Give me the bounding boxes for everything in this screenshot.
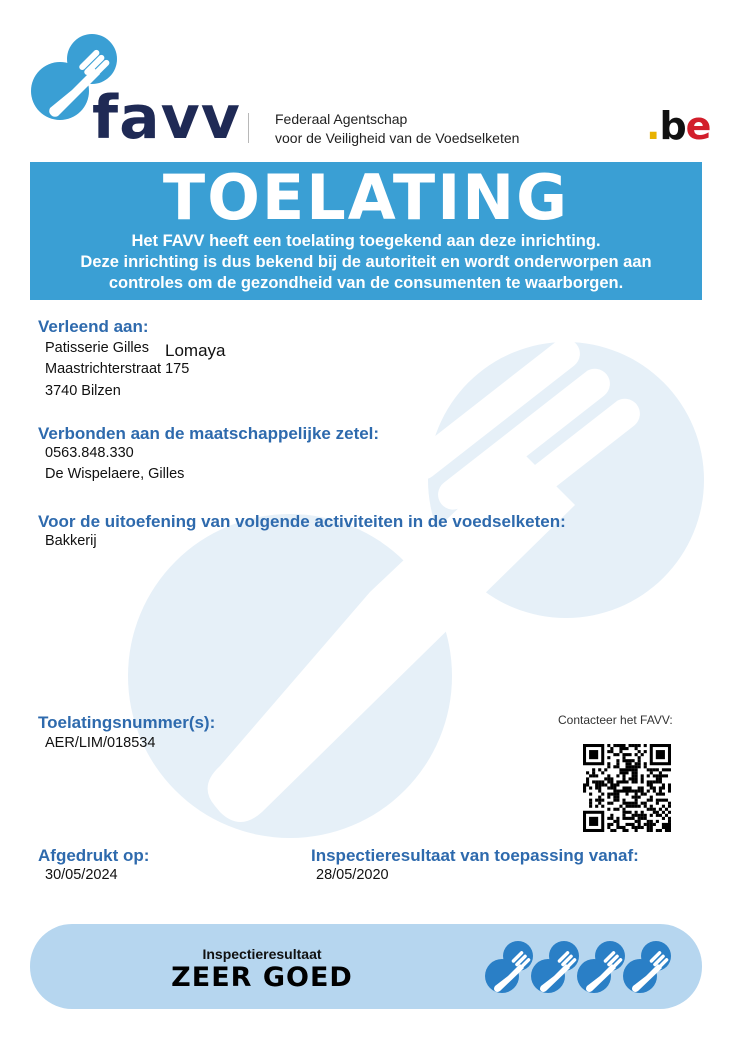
banner-line-2: Deze inrichting is dus bekend bij de autoriteit en wordt onderworpen aan	[80, 253, 652, 271]
authorization-number: AER/LIM/018534	[45, 735, 156, 751]
be-logo	[646, 104, 710, 148]
inspection-result-label: Inspectieresultaat	[202, 946, 322, 962]
qr-code[interactable]	[583, 744, 671, 832]
agency-line-2: voor de Veiligheid van de Voedselketen	[275, 130, 520, 146]
be-logo-b: b	[659, 104, 686, 148]
favv-logo-text: favv	[92, 83, 241, 153]
business-street: Maastrichterstraat 175	[45, 361, 190, 377]
header-divider	[248, 113, 249, 143]
rating-fork-icons	[484, 940, 680, 996]
contact-label: Contacteer het FAVV:	[558, 713, 673, 727]
company-number: 0563.848.330	[45, 445, 134, 461]
activity-value: Bakkerij	[45, 533, 97, 549]
document-title: TOELATING	[162, 161, 570, 234]
agency-line-1: Federaal Agentschap	[275, 111, 408, 127]
banner-line-3: controles om de gezondheid van de consumenten te waarborgen.	[108, 274, 624, 292]
be-logo-dot: .	[646, 104, 660, 148]
be-logo-e: e	[685, 104, 711, 148]
banner-description	[30, 231, 702, 294]
rating-fork-icon	[577, 941, 625, 993]
inspection-since-label: Inspectieresultaat van toepassing vanaf:	[311, 846, 639, 865]
handwritten-addition: Lomaya	[165, 341, 226, 360]
rating-fork-icon	[531, 941, 579, 993]
granted-to-label: Verleend aan:	[38, 317, 149, 336]
rating-fork-icon	[485, 941, 533, 993]
banner-line-1: Het FAVV heeft een toelating toegekend aan deze inrichting.	[131, 232, 601, 250]
inspection-since-date: 28/05/2020	[316, 867, 389, 883]
printed-on-date: 30/05/2024	[45, 867, 118, 883]
activities-label: Voor de uitoefening van volgende activiteiten in de voedselketen:	[38, 512, 566, 531]
inspection-result-value: ZEER GOED	[171, 962, 353, 993]
rating-fork-icon	[623, 941, 671, 993]
company-name: De Wispelaere, Gilles	[45, 466, 185, 482]
business-city: 3740 Bilzen	[45, 383, 121, 399]
agency-name	[275, 110, 519, 148]
authorization-number-label: Toelatingsnummer(s):	[38, 713, 216, 732]
business-name: Patisserie Gilles	[45, 340, 149, 356]
printed-on-label: Afgedrukt op:	[38, 846, 150, 865]
registered-office-label: Verbonden aan de maatschappelijke zetel:	[38, 424, 380, 443]
